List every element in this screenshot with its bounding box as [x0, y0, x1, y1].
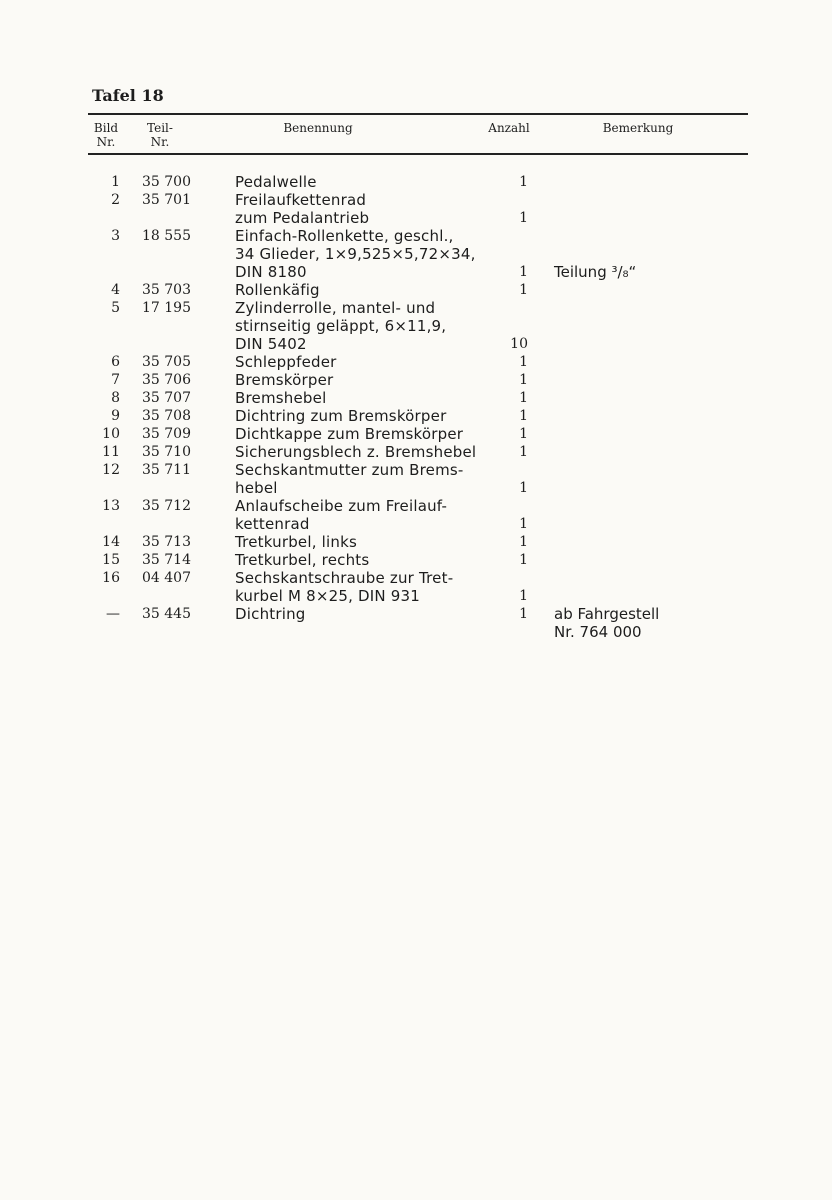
- bild-nr: 2: [111, 192, 120, 208]
- anzahl: 1: [519, 534, 528, 550]
- teil-nr: 35 708: [142, 408, 191, 424]
- table-row: [0, 569, 832, 605]
- table-row: [0, 371, 832, 389]
- benennung-line: kettenrad: [235, 515, 310, 533]
- anzahl: 1: [519, 516, 528, 532]
- benennung-line: Schleppfeder: [235, 353, 337, 371]
- teil-nr: 35 710: [142, 444, 191, 460]
- bild-nr: 4: [111, 282, 120, 298]
- anzahl: 1: [519, 552, 528, 568]
- teil-nr: 35 709: [142, 426, 191, 442]
- table-row: [0, 227, 832, 281]
- benennung: [235, 407, 510, 425]
- table-row: [0, 497, 832, 533]
- benennung-line: 34 Glieder, 1×9,525×5,72×34,: [235, 245, 476, 263]
- benennung: [235, 605, 510, 623]
- bild-nr: 5: [111, 300, 120, 316]
- benennung-line: DIN 5402: [235, 335, 307, 353]
- header-bild: [86, 121, 126, 149]
- header-top-rule: [88, 113, 748, 115]
- table-row: [0, 191, 832, 227]
- benennung-line: Dichtring zum Bremskörper: [235, 407, 447, 425]
- teil-nr: 35 712: [142, 498, 191, 514]
- bild-nr: 11: [102, 444, 120, 460]
- bild-nr: 9: [111, 408, 120, 424]
- benennung-line: Freilaufkettenrad: [235, 191, 367, 209]
- benennung: [235, 497, 510, 533]
- anzahl: 1: [519, 426, 528, 442]
- anzahl: 1: [519, 390, 528, 406]
- benennung-line: kurbel M 8×25, DIN 931: [235, 587, 421, 605]
- teil-nr: 17 195: [142, 300, 191, 316]
- header-bemerkung: Bemerkung: [602, 121, 674, 135]
- benennung: [235, 551, 510, 569]
- benennung-line: Sechskantschraube zur Tret-: [235, 569, 454, 587]
- benennung: [235, 173, 510, 191]
- benennung: [235, 299, 510, 353]
- benennung-line: Bremskörper: [235, 371, 334, 389]
- benennung: [235, 227, 510, 281]
- benennung-line: Anlaufscheibe zum Freilauf-: [235, 497, 448, 515]
- bemerkung: [554, 605, 754, 641]
- table-row: [0, 299, 832, 353]
- table-row: [0, 407, 832, 425]
- table-row: [0, 533, 832, 551]
- header-teil: [140, 121, 180, 149]
- benennung: [235, 569, 510, 605]
- benennung: [235, 461, 510, 497]
- table-row: [0, 551, 832, 569]
- bemerkung-line: ab Fahrgestell: [554, 605, 660, 623]
- teil-nr: 18 555: [142, 228, 191, 244]
- table-row: [0, 389, 832, 407]
- teil-nr: 35 714: [142, 552, 191, 568]
- benennung: [235, 371, 510, 389]
- anzahl: 1: [519, 354, 528, 370]
- header-anzahl: Anzahl: [488, 121, 530, 135]
- teil-nr: 35 703: [142, 282, 191, 298]
- bild-nr: 10: [102, 426, 120, 442]
- teil-nr: 35 706: [142, 372, 191, 388]
- benennung-line: zum Pedalantrieb: [235, 209, 370, 227]
- header-bottom-rule: [88, 153, 748, 155]
- teil-nr: 35 705: [142, 354, 191, 370]
- benennung: [235, 425, 510, 443]
- bild-nr: 12: [102, 462, 120, 478]
- bild-nr: 13: [102, 498, 120, 514]
- benennung: [235, 281, 510, 299]
- benennung-line: Pedalwelle: [235, 173, 317, 191]
- bild-nr: 16: [102, 570, 120, 586]
- header-bild-label: Bild Nr.: [93, 121, 119, 149]
- benennung-line: hebel: [235, 479, 278, 497]
- benennung-line: Tretkurbel, rechts: [235, 551, 370, 569]
- anzahl: 1: [519, 606, 528, 622]
- bild-nr: —: [106, 606, 120, 622]
- benennung-line: stirnseitig geläppt, 6×11,9,: [235, 317, 447, 335]
- table-row: [0, 173, 832, 191]
- header-teil-label: Teil- Nr.: [147, 121, 173, 149]
- bild-nr: 1: [111, 174, 120, 190]
- bild-nr: 7: [111, 372, 120, 388]
- benennung-line: Bremshebel: [235, 389, 327, 407]
- header-benennung: Benennung: [283, 121, 353, 135]
- anzahl: 1: [519, 408, 528, 424]
- anzahl: 1: [519, 588, 528, 604]
- bild-nr: 15: [102, 552, 120, 568]
- benennung: [235, 191, 510, 227]
- page-title: Tafel 18: [92, 86, 164, 105]
- table-row: [0, 605, 832, 641]
- anzahl: 1: [519, 282, 528, 298]
- bemerkung-line: Teilung ³/₈“: [554, 263, 637, 281]
- table-row: [0, 425, 832, 443]
- teil-nr: 35 707: [142, 390, 191, 406]
- bild-nr: 8: [111, 390, 120, 406]
- benennung-line: Sechskantmutter zum Brems-: [235, 461, 464, 479]
- benennung: [235, 533, 510, 551]
- anzahl: 1: [519, 174, 528, 190]
- teil-nr: 35 700: [142, 174, 191, 190]
- benennung-line: Tretkurbel, links: [235, 533, 358, 551]
- benennung-line: Sicherungsblech z. Bremshebel: [235, 443, 477, 461]
- benennung-line: Dichtkappe zum Bremskörper: [235, 425, 464, 443]
- anzahl: 1: [519, 444, 528, 460]
- benennung: [235, 389, 510, 407]
- benennung: [235, 443, 510, 461]
- bemerkung: [554, 263, 754, 281]
- bild-nr: 3: [111, 228, 120, 244]
- benennung-line: Rollenkäfig: [235, 281, 320, 299]
- benennung: [235, 353, 510, 371]
- table-row: [0, 443, 832, 461]
- anzahl: 1: [519, 372, 528, 388]
- benennung-line: Zylinderrolle, mantel- und: [235, 299, 436, 317]
- benennung-line: Dichtring: [235, 605, 306, 623]
- benennung-line: Einfach-Rollenkette, geschl.,: [235, 227, 454, 245]
- anzahl: 1: [519, 264, 528, 280]
- teil-nr: 35 445: [142, 606, 191, 622]
- table-row: [0, 461, 832, 497]
- teil-nr: 35 711: [142, 462, 191, 478]
- teil-nr: 04 407: [142, 570, 191, 586]
- anzahl: 10: [510, 336, 528, 352]
- teil-nr: 35 701: [142, 192, 191, 208]
- teil-nr: 35 713: [142, 534, 191, 550]
- anzahl: 1: [519, 210, 528, 226]
- benennung-line: DIN 8180: [235, 263, 307, 281]
- bild-nr: 6: [111, 354, 120, 370]
- table-row: [0, 281, 832, 299]
- bild-nr: 14: [102, 534, 120, 550]
- table-row: [0, 353, 832, 371]
- bemerkung-line: Nr. 764 000: [554, 623, 642, 641]
- anzahl: 1: [519, 480, 528, 496]
- parts-table-body: [0, 173, 832, 641]
